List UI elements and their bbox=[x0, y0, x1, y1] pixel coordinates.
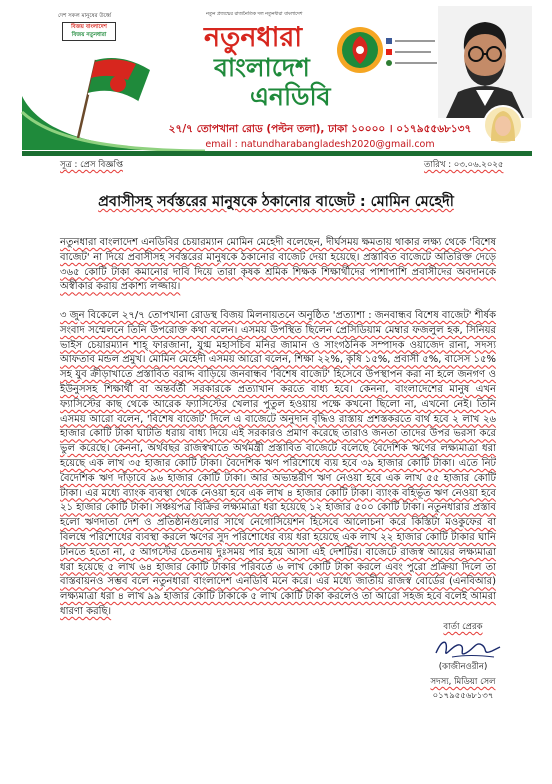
office-email: email : natundharabangladesh2020@gmail.com bbox=[205, 139, 435, 150]
paragraph: নতুনধারা বাংলাদেশ এনডিবির চেয়ারম্যান মোমিন মেহেদী বলেছেন, দীর্ঘসময় ক্ষমতায় থাকার লক্ষ্য থেকে 'বিশেষ বাজেট' না দিয়ে প্রবাসীসহ সর্বস্তরের মানুষকে ঠকানোর বাজেট দেয়া হয়েছে। প্রস্তাবিত বাজেটে অতিরিক্ত দেড়ে ৩৬৫ কোটি টাকা কমানোর দাবি দিয়ে তারা কৃষক শ্রমিক শিক্ষক শিক্ষার্থীদের পাশাপাশি প্রবাসীদের অবদানকে অস্বীকার করায় প্রকাশ্য লজ্জায়। bbox=[60, 237, 496, 293]
party-name-line-1: নতুনধারা bbox=[204, 22, 303, 53]
party-flag-icon bbox=[66, 56, 156, 140]
sender-phone: ০১৭৯৫৫৬৮১৩৭ bbox=[432, 691, 494, 701]
web-icon bbox=[386, 60, 392, 66]
signature bbox=[432, 633, 502, 661]
badge-line-1: বিজয় বাংলাদেশ bbox=[71, 24, 107, 30]
party-logo-icon bbox=[336, 26, 384, 74]
headline: প্রবাসীসহ সর্বস্তরের মানুষকে ঠকানোর বাজেট : মোমিন মেহেদী bbox=[98, 194, 454, 210]
sender-designation: সদস্য, মিডিয়া সেল bbox=[430, 677, 496, 687]
social-links bbox=[386, 38, 438, 74]
social-line bbox=[395, 62, 437, 64]
office-address: ২৭/৭ তোপখানা রোড (পল্টন তলা), ঢাকা ১০০০০ । ০১৭৯৫৫৬৮১৩৭ bbox=[168, 123, 472, 135]
party-name-line-3: এনডিবি bbox=[250, 82, 331, 111]
social-line bbox=[395, 40, 435, 42]
sender-name: (কাজীনওরীন) bbox=[438, 662, 488, 672]
chairman-photo bbox=[438, 6, 532, 118]
badge-line-2: বিজয় নতুনধারা bbox=[71, 32, 107, 38]
paragraph: ৩ জুন বিকেলে ২৭/৭ তোপখানা রোডস্থ বিজয় মিলনায়তনে অনুষ্ঠিত 'প্রত্যাশা : জনবান্ধব বিশেষ বাজেট' শীর্ষক সংবাদ সম্মেলনে তিনি উপরোক্ত কথা বলেন। এসময় উপস্থিত ছিলেন প্রেসিডিয়াম মেম্বার ফজলুল হক, সিনিয়র ভাইস চেয়ারম্যান শাহ্ ফারজানা, যুগ্ম মহাসচিব মনির জামান ও সাংগঠনিক সম্পাদক ওয়াজেদ রানা, সদস্য আফতাব মন্ডল প্রমুখ। মোমিন মেহেদী এসময় আরো বলেন, শিক্ষা ২২%, কৃষি ১৫%, প্রবাসী ৫%, বাসেস ১৫% সহ যুব ক্রীড়াখাতে প্রস্তাবিত বরাদ্দ বাড়িয়ে জনবান্ধব 'বিশেষ বাজেট' হিসেবে উপস্থাপন করা না হলে জনগণ ও ইউনুসসহ শিক্ষার্থী বা অন্তর্বর্তী সরকারকে প্রত্যাখান করতে বাধ্য হবে। কেননা, বাংলাদেশের মানুষ এখন ফ্যাসিস্টের কাছ থেকে আরেক ফ্যাসিস্টের খেলার পুতুল হওয়ায় পক্ষে কখনো ছিলো না, এখনো নেই। তিনি এসময় আরো বলেন, 'বিশেষ বাজেট' দিলে এ বাজেটে অনুদান বৃদ্ধিও রাস্তায় প্রশস্তকরতে বার্থ হবে ২ লাখ ২৬ হাজার কোটি টাকা ঘাটতি ধরায় বাধ্য দিয়ে এই সরকারও প্রমাণ করেছে তারাও জনতা তাদের উপর ভরসা করে ভুল করেছে। কেননা, অর্থবছর রাজস্বখাতে অর্থমন্ত্রী প্রস্তাবিত বাজেটে বলেছে বৈদেশিক ঋণের লক্ষ্যমাত্রা ধরা হয়েছে এক লাখ ৩৫ হাজার কোটি টাকা। বৈদেশিক ঋণ পরিশোধে ব্যয় হবে ৩৯ হাজার কোটি টাকা। এতে নিট বৈদেশিক ঋণ দাঁড়াবে ৯৬ হাজার কোটি টাকা। আর অভ্যন্তরীণ ঋণ নেওয়া হবে এক লাখ ৫৫ হাজার কোটি টাকা। এর মধ্যে ব্যাংক ব্যবস্থা থেকে নেওয়া হবে এক লাখ ৪ হাজার কোটি টাকা। ব্যাংক বহির্ভূত ঋণ নেওয়া হবে ২১ হাজার কোটি টাকা। সঞ্চয়পত্র বিক্রির লক্ষ্যমাত্রা ধরা হয়েছে ১২ হাজার ৫০০ কোটি টাকা। নতুনধারার প্রস্তাব হলো ঋণদাতা দেশ ও প্রতিষ্ঠানগুলোর সাথে নেগোসিয়েশন হিসেবে আলোচনা করে কিস্তিটা মওকুফের বা বিলম্বে পরিশোধের ব্যবস্থা করলে ঋণের সুদ পরিশোধের ব্যয় ধরা হয়েছে এক লাখ ২২ হাজার কোটি টাকার ঘানি টানতে হতো না, ৫ আগস্টের চেতনায় দুঃসময় পার হয়ে আসা এই দেশটির। বাজেটে রাজস্ব আয়ের লক্ষ্যমাত্রা ধরা হয়েছে ৫ লাখ ৬৪ হাজার কোটি টাকার পরিবর্তে ৬ লাখ কোটি টাকা করলে এবং পুরো প্রক্রিয়া দিলে তা বাস্তবায়নও সম্ভব বলে নতুনধারা বাংলাদেশ এনডিবি মনে করে। এর মধ্যে জাতীয় রাজস্ব বোর্ডের (এনবিআর) লক্ষ্যমাত্রা ধরা ৪ লাখ ৯৯ হাজার কোটি টাকাকে ৫ লাখ কোটি টাকা করলেও তা আরো সহজ হবে বলেই আমরা ধারণা করছি। bbox=[60, 310, 496, 617]
party-name-line-2: বাংলাদেশ bbox=[214, 53, 310, 82]
slogan-badge bbox=[62, 22, 116, 41]
sender-label: বার্তা প্রেরক bbox=[443, 622, 483, 632]
date: তারিখ : ০৩.০৬.২০২৫ bbox=[424, 160, 504, 170]
tagline: নতুন প্রজন্মের রাজনৈতিক দল নতুনধারা বাংলাদেশ bbox=[206, 12, 303, 17]
youtube-icon bbox=[386, 49, 392, 55]
reference: সূত্র : প্রেস বিজ্ঞপ্তি bbox=[60, 160, 123, 170]
slogan: দেশ সকল মানুষের উর্ধ্বে bbox=[58, 13, 111, 19]
letterhead bbox=[0, 0, 552, 158]
social-line bbox=[395, 51, 431, 53]
facebook-icon bbox=[386, 38, 392, 44]
